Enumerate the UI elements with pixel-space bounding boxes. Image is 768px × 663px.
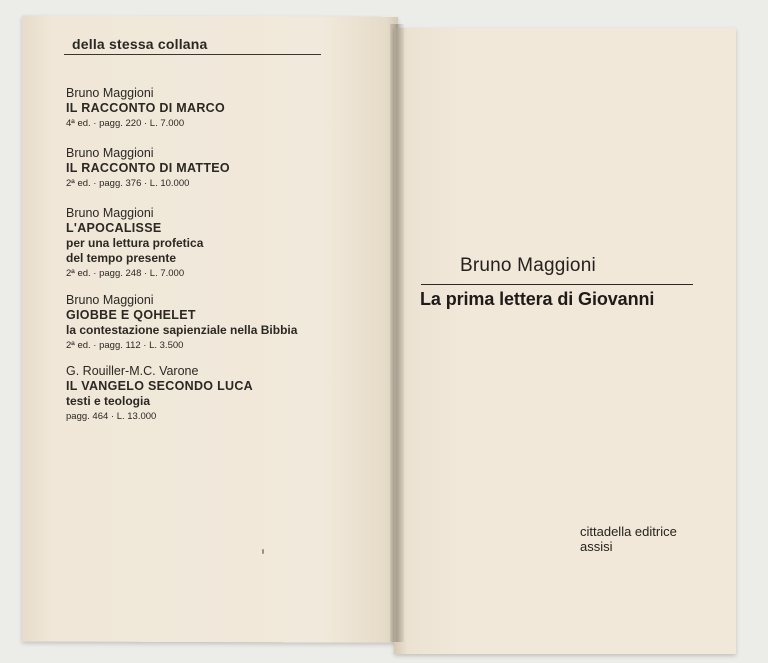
- entry-author: Bruno Maggioni: [66, 293, 154, 307]
- entry-title: L'APOCALISSE: [66, 221, 162, 235]
- entry-meta: pagg. 464 · L. 13.000: [66, 411, 157, 422]
- entry-title: IL RACCONTO DI MATTEO: [66, 161, 230, 175]
- book-author: Bruno Maggioni: [460, 255, 596, 276]
- entry-meta: 4ª ed. · pagg. 220 · L. 7.000: [66, 118, 185, 129]
- book-title: La prima lettera di Giovanni: [420, 289, 655, 309]
- series-entry-2: [66, 146, 230, 191]
- publisher-name: cittadella editrice: [580, 524, 677, 539]
- entry-meta: 2ª ed. · pagg. 112 · L. 3.500: [66, 340, 184, 351]
- paper-speck: [262, 549, 264, 554]
- entry-author: Bruno Maggioni: [66, 86, 154, 100]
- title-divider: [421, 284, 693, 285]
- entry-title: IL RACCONTO DI MARCO: [66, 101, 226, 115]
- entry-subtitle: testi e teologia: [66, 394, 151, 408]
- entry-title: GIOBBE E QOHELET: [66, 308, 196, 322]
- entry-author: Bruno Maggioni: [66, 146, 154, 160]
- publisher-city: assisi: [580, 539, 613, 554]
- series-entry-4: [66, 293, 297, 353]
- entry-author: G. Rouiller-M.C. Varone: [66, 364, 199, 378]
- entry-subtitle: la contestazione sapienziale nella Bibbia: [66, 323, 298, 337]
- book-gutter: [390, 24, 404, 642]
- entry-title: IL VANGELO SECONDO LUCA: [66, 379, 254, 393]
- entry-author: Bruno Maggioni: [66, 206, 154, 220]
- publisher: [580, 524, 677, 554]
- entry-meta: 2ª ed. · pagg. 248 · L. 7.000: [66, 268, 185, 279]
- entry-subtitle: per una lettura profetica del tempo presente: [66, 236, 204, 265]
- series-entry-1: [66, 86, 225, 131]
- series-entry-3: [66, 206, 203, 281]
- entry-meta: 2ª ed. · pagg. 376 · L. 10.000: [66, 178, 190, 189]
- series-entry-5: [66, 364, 253, 424]
- heading-divider: [64, 54, 321, 55]
- right-page: [394, 28, 736, 654]
- series-heading: della stessa collana: [72, 36, 208, 52]
